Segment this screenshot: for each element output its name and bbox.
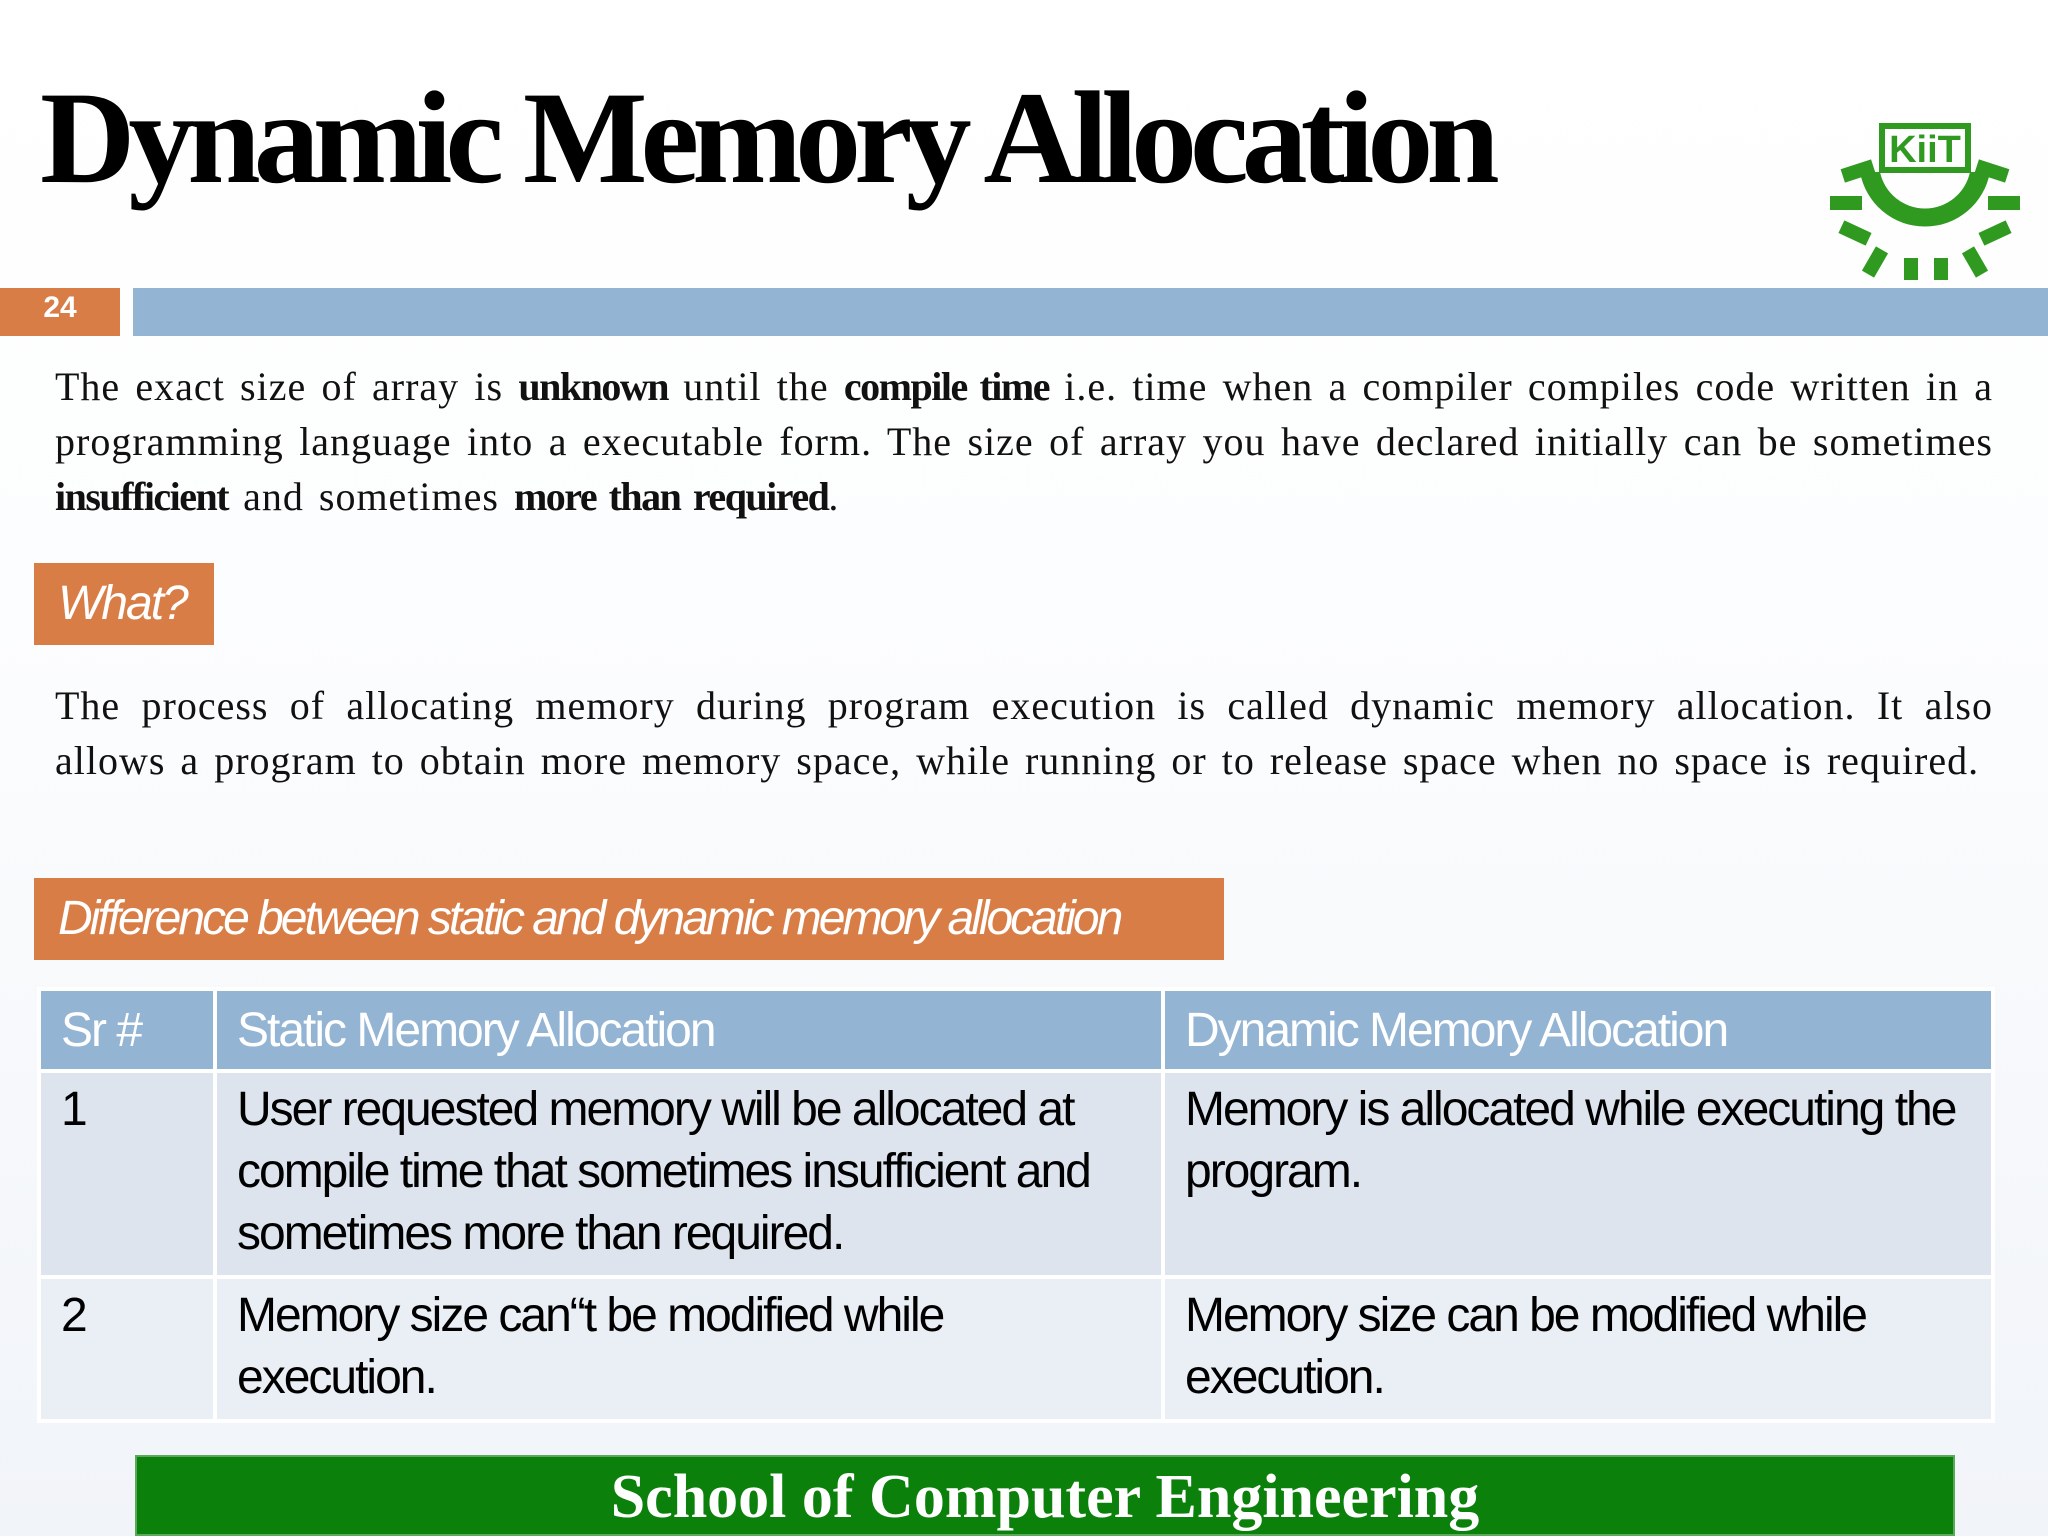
- what-label: What?: [34, 563, 214, 645]
- kiit-logo-icon: [1820, 112, 2030, 280]
- intro-text-3: i.e. time when a compiler compiles code written in a programming language into a executable form. The size of array you have declared initially can be sometimes: [55, 364, 1993, 464]
- intro-text-2: until the: [667, 364, 844, 409]
- table-cell: Memory size can“t be modified while execution.: [215, 1277, 1163, 1421]
- header-divider-bar: [133, 288, 2048, 336]
- intro-bold-insufficient: insufficient: [55, 474, 229, 519]
- table-cell: Memory size can be modified while execution.: [1163, 1277, 1993, 1421]
- header-sr: Sr #: [39, 989, 215, 1071]
- footer-banner: School of Computer Engineering: [135, 1455, 1955, 1536]
- table-row: [39, 1277, 1993, 1421]
- table-cell: Memory is allocated while executing the program.: [1163, 1071, 1993, 1277]
- difference-table: [37, 987, 1995, 1423]
- table-header-row: [39, 989, 1993, 1071]
- intro-text-4: and sometimes: [228, 474, 514, 519]
- intro-paragraph: [55, 359, 1993, 524]
- table-row: [39, 1071, 1993, 1277]
- table-cell: 2: [39, 1277, 215, 1421]
- intro-text-1: The exact size of array is: [55, 364, 519, 409]
- intro-bold-more-than-required: more than required: [513, 474, 829, 519]
- header-dynamic: Dynamic Memory Allocation: [1163, 989, 1993, 1071]
- intro-bold-unknown: unknown: [518, 364, 668, 409]
- intro-text-5: .: [828, 474, 840, 519]
- table-cell: 1: [39, 1071, 215, 1277]
- logo-text: KiiT: [1889, 129, 1961, 171]
- difference-label: Difference between static and dynamic memory allocation: [34, 878, 1224, 960]
- intro-bold-compile-time: compile time: [843, 364, 1049, 409]
- slide-title: Dynamic Memory Allocation: [40, 64, 1493, 211]
- what-paragraph: The process of allocating memory during program execution is called dynamic memory allocation. It also allows a program to obtain more memory space, while running or to release space when no space is required.: [55, 683, 1993, 783]
- header-static: Static Memory Allocation: [215, 989, 1163, 1071]
- table-cell: User requested memory will be allocated at compile time that sometimes insufficient and sometimes more than required.: [215, 1071, 1163, 1277]
- slide-number: 24: [0, 288, 120, 336]
